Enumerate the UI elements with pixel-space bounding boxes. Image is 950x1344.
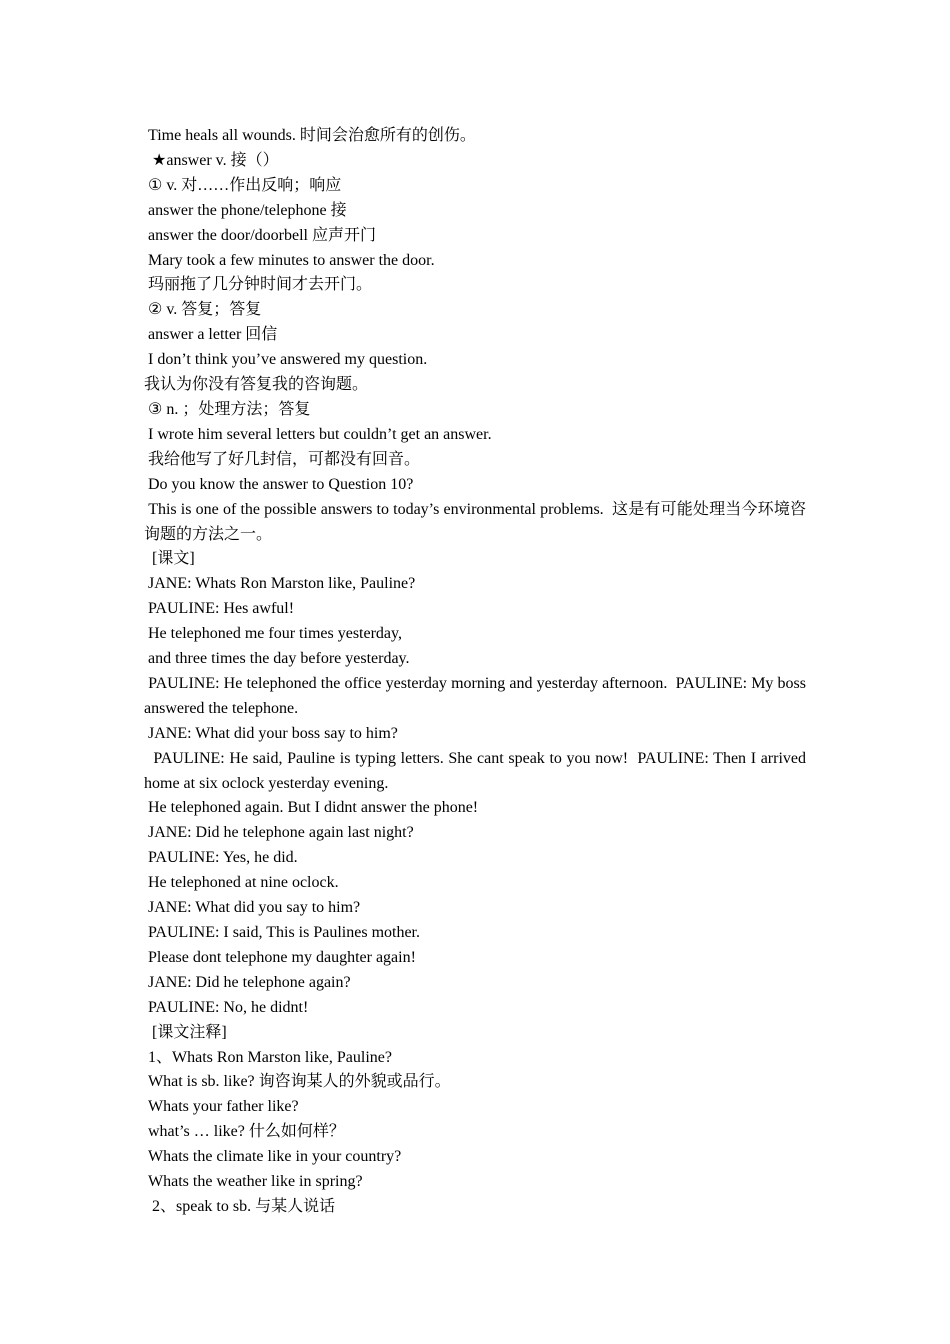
text-line: PAULINE: I said, This is Paulines mother. — [144, 924, 420, 941]
text-line: Whats your father like? — [144, 1098, 299, 1116]
document-body — [144, 124, 811, 1220]
text-line: ② v. 答复；答复 — [144, 301, 262, 319]
text-line: He telephoned at nine oclock. — [144, 874, 339, 892]
text-line: This is one of the possible answers to today’s environmental problems. 这是有可能处理当今环境咨询题的方法之一。 — [144, 500, 806, 543]
text-line: ③ n. ；处理方法；答复 — [144, 400, 311, 418]
text-line: Mary took a few minutes to answer the door. — [144, 251, 435, 269]
text-line: 1、Whats Ron Marston like, Pauline? — [144, 1048, 392, 1066]
text-line: ★answer v. 接（） — [144, 151, 279, 169]
text-line: Please dont telephone my daughter again! — [144, 948, 416, 966]
text-line: He telephoned me four times yesterday, — [144, 625, 402, 643]
text-line: He telephoned again. But I didnt answer the phone! — [144, 799, 479, 817]
text-line: answer the door/doorbell 应声开门 — [144, 226, 376, 244]
text-line: [课文注释] — [144, 1023, 227, 1041]
text-line: Do you know the answer to Question 10? — [144, 475, 414, 493]
text-line: JANE: Did he telephone again? — [144, 973, 351, 991]
text-line: I wrote him several letters but couldn’t get an answer. — [144, 425, 492, 443]
text-line: PAULINE: No, he didnt! — [144, 998, 309, 1016]
text-line: ① v. 对……作出反响；响应 — [144, 176, 342, 194]
text-line: Time heals all wounds. 时间会治愈所有的创伤。 — [144, 127, 476, 144]
text-line: Whats the weather like in spring? — [144, 1173, 363, 1191]
text-line: [课文] — [144, 550, 195, 568]
text-line: answer a letter 回信 — [144, 326, 278, 344]
text-line: 2、speak to sb. 与某人说话 — [144, 1197, 336, 1215]
text-line: 我认为你没有答复我的咨询题。 — [144, 376, 369, 394]
text-line: I don’t think you’ve answered my question. — [144, 351, 428, 369]
text-line: PAULINE: He said, Pauline is typing letters. She cant speak to you now! PAULINE: Then I arrived home at six oclock yesterday evening. — [144, 749, 810, 792]
text-line: JANE: What did your boss say to him? — [144, 724, 398, 742]
text-line: PAULINE: He telephoned the office yesterday morning and yesterday afternoon. PAULINE: My boss answered the telephone. — [144, 674, 811, 717]
text-line: What is sb. like? 询咨询某人的外貌或品行。 — [144, 1073, 451, 1091]
text-line: 玛丽拖了几分钟时间才去开门。 — [144, 276, 373, 294]
text-line: JANE: What did you say to him? — [144, 899, 361, 917]
text-line: and three times the day before yesterday. — [144, 650, 410, 668]
text-line: Whats the climate like in your country? — [144, 1148, 402, 1166]
text-line: PAULINE: Hes awful! — [144, 600, 295, 618]
text-line: answer the phone/telephone 接 — [144, 201, 347, 219]
text-line: JANE: Did he telephone again last night? — [144, 824, 414, 842]
text-line: JANE: Whats Ron Marston like, Pauline? — [144, 575, 416, 593]
text-line: 我给他写了好几封信，可都没有回音。 — [144, 450, 421, 468]
text-line: PAULINE: Yes, he did. — [144, 849, 298, 867]
text-line: what’s … like? 什么如何样？ — [144, 1123, 345, 1141]
